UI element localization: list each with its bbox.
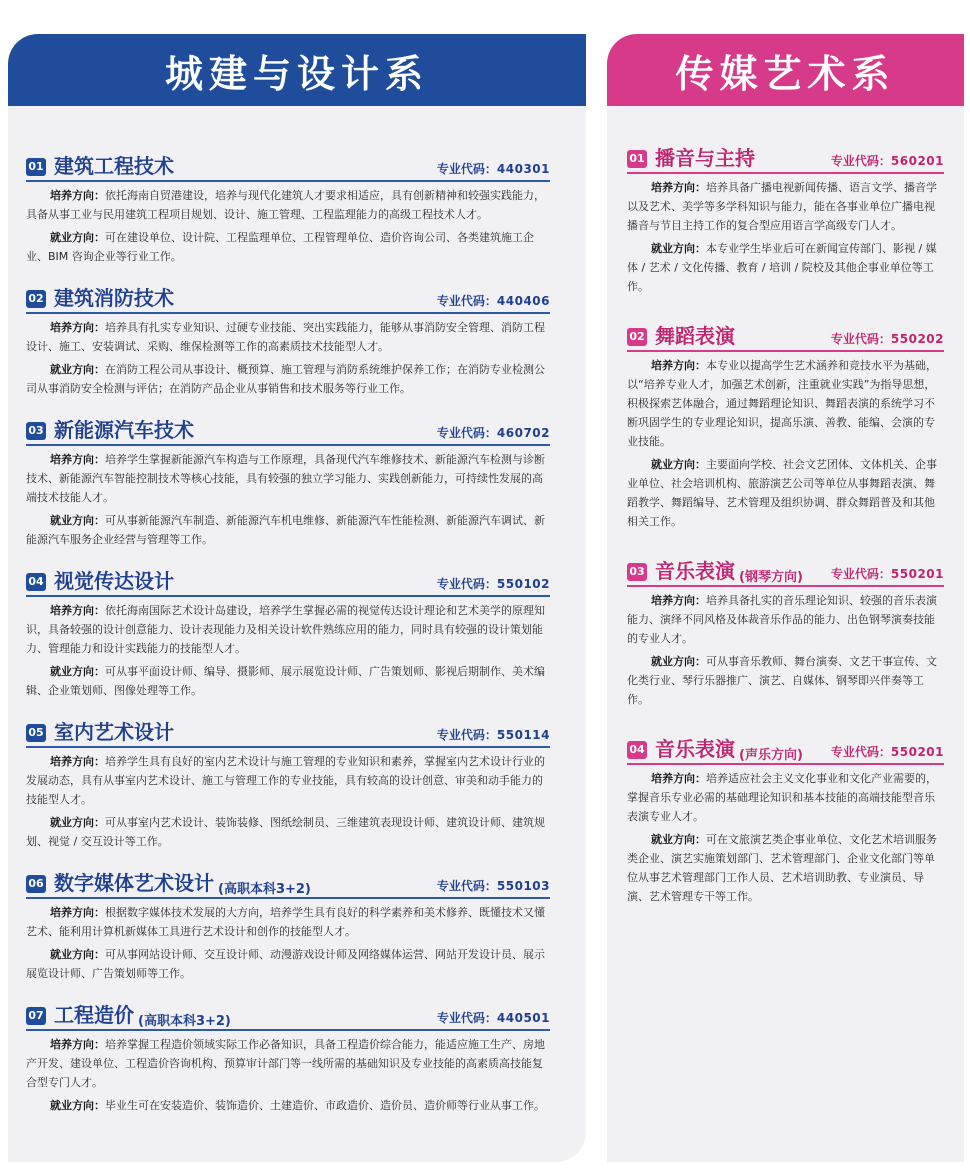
major-item — [26, 565, 586, 700]
major-code-value: 440501 — [496, 1011, 550, 1025]
major-item — [26, 716, 586, 851]
major-code — [437, 424, 550, 441]
major-number-badge: 05 — [26, 724, 46, 742]
major-title-row — [627, 142, 944, 174]
major-name: 舞蹈表演 — [655, 324, 735, 348]
major-name: 视觉传达设计 — [54, 569, 174, 593]
major-code — [437, 877, 550, 894]
major-note: (高职本科3+2) — [138, 1014, 231, 1029]
training-direction — [26, 1035, 550, 1092]
major-title-row — [627, 733, 944, 765]
employment-direction — [26, 360, 550, 398]
major-item — [26, 867, 586, 983]
training-direction-text: 培养具备广播电视新闻传播、语言文学、播音学以及艺术、美学等多学科知识与能力，能在各事业单位广播电视播音与节目主持工作的复合型应用语言学高级专门人才。 — [627, 181, 937, 232]
training-direction-text: 本专业以提高学生艺术涵养和竞技水平为基础，以“培养专业人才，加强艺术创新，注重就业实践”为指导思想，积极探索艺体融合，通过舞蹈理论知识、舞蹈表演的系统学习不断巩固学生的专业理论知识，提高乐演、善教、能编、会演的专业技能。 — [627, 359, 937, 448]
major-number-badge: 03 — [26, 422, 46, 440]
major-code-label: 专业代码： — [436, 162, 497, 176]
right-majors-list — [607, 142, 964, 906]
major-item — [26, 150, 586, 266]
employment-direction-label: 就业方向： — [651, 655, 706, 668]
major-name: 数字媒体艺术设计 — [54, 871, 214, 895]
employment-direction — [627, 455, 944, 531]
major-item — [627, 555, 964, 709]
major-number-badge: 02 — [26, 290, 46, 308]
right-department-title: 传媒艺术系 — [607, 34, 964, 106]
major-item — [26, 414, 586, 549]
major-item — [627, 733, 964, 906]
left-department-title: 城建与设计系 — [8, 34, 586, 106]
major-number-badge: 04 — [26, 573, 46, 591]
major-code-label: 专业代码： — [436, 728, 497, 742]
major-item — [627, 142, 964, 296]
training-direction — [627, 178, 944, 235]
major-name: 室内艺术设计 — [54, 720, 174, 744]
training-direction-text: 培养具有扎实专业知识、过硬专业技能、突出实践能力，能够从事消防安全管理、消防工程设计、施工、安装调试、采购、维保检测等工作的高素质技术技能型人才。 — [26, 321, 545, 353]
training-direction — [627, 356, 944, 451]
major-title-row — [26, 867, 550, 899]
major-code-label: 专业代码： — [436, 1011, 497, 1025]
training-direction-text: 培养具备扎实的音乐理论知识、较强的音乐表演能力、演绎不同风格及体裁音乐作品的能力、出色钢琴演奏技能的专业人才。 — [627, 594, 937, 645]
major-code-label: 专业代码： — [436, 294, 497, 308]
major-code-value: 550201 — [890, 745, 944, 759]
training-direction — [26, 601, 550, 658]
training-direction-label: 培养方向： — [651, 359, 706, 372]
employment-direction — [26, 662, 550, 700]
employment-direction-label: 就业方向： — [50, 231, 105, 244]
employment-direction-text: 可在建设单位、设计院、工程监理单位、工程管理单位、造价咨询公司、各类建筑施工企业、BIM 咨询企业等行业工作。 — [26, 231, 534, 263]
employment-direction-label: 就业方向： — [50, 816, 105, 829]
major-code-value: 550103 — [496, 879, 550, 893]
employment-direction-text: 主要面向学校、社会文艺团体、文体机关、企事业单位、社会培训机构、旅游演艺公司等单位从事舞蹈表演、舞蹈教学、舞蹈编导、艺术管理及组织协调、群众舞蹈普及和其他相关工作。 — [627, 458, 937, 528]
major-code-label: 专业代码： — [436, 577, 497, 591]
training-direction-label: 培养方向： — [50, 189, 105, 202]
training-direction — [627, 769, 944, 826]
major-name: 建筑工程技术 — [54, 154, 174, 178]
major-number-badge: 01 — [26, 158, 46, 176]
major-code-label: 专业代码： — [436, 879, 497, 893]
major-title-row — [627, 555, 944, 587]
training-direction-label: 培养方向： — [50, 755, 105, 768]
major-number-badge: 03 — [627, 563, 647, 581]
major-number-badge: 01 — [627, 150, 647, 168]
training-direction — [26, 450, 550, 507]
left-majors-list — [8, 150, 586, 1115]
major-note: (声乐方向) — [739, 748, 803, 763]
major-item — [26, 282, 586, 398]
training-direction-label: 培养方向： — [651, 594, 706, 607]
major-name: 新能源汽车技术 — [54, 418, 194, 442]
major-code-label: 专业代码： — [830, 567, 891, 581]
major-code-value: 550201 — [890, 567, 944, 581]
employment-direction-text: 可从事音乐教师、舞台演奏、文艺干事宣传、文化类行业、琴行乐器推广、演艺、自媒体、钢琴即兴伴奏等工作。 — [627, 655, 937, 706]
employment-direction-label: 就业方向： — [651, 458, 706, 471]
major-code-label: 专业代码： — [830, 154, 891, 168]
major-item — [26, 999, 586, 1115]
employment-direction — [26, 511, 550, 549]
major-name: 音乐表演 — [655, 737, 735, 761]
training-direction-text: 根据数字媒体技术发展的大方向，培养学生具有良好的科学素养和美术修养、既懂技术又懂艺术、能利用计算机新媒体工具进行艺术设计和创作的技能型人才。 — [26, 906, 545, 938]
major-code — [437, 292, 550, 309]
major-code — [831, 565, 944, 582]
major-number-badge: 04 — [627, 741, 647, 759]
training-direction-text: 依托海南自贸港建设，培养与现代化建筑人才要求相适应，具有创新精神和较强实践能力，具备从事工业与民用建筑工程项目规划、设计、施工管理、工程监理能力的高级工程技术人才。 — [26, 189, 545, 221]
training-direction-label: 培养方向： — [50, 1038, 105, 1051]
employment-direction — [26, 1096, 550, 1115]
training-direction — [627, 591, 944, 648]
major-code-value: 440301 — [496, 162, 550, 176]
training-direction-label: 培养方向： — [651, 772, 706, 785]
major-title-row — [26, 414, 550, 446]
employment-direction-text: 可从事新能源汽车制造、新能源汽车机电维修、新能源汽车性能检测、新能源汽车调试、新能源汽车服务企业经营与管理等工作。 — [26, 514, 545, 546]
major-code — [437, 575, 550, 592]
right-department-panel — [607, 34, 964, 1162]
training-direction-text: 培养学生具有良好的室内艺术设计与施工管理的专业知识和素养，掌握室内艺术设计行业的发展动态，具有从事室内艺术设计、施工与管理工作的专业技能，具有较高的设计创意、审美和动手能力的技能型人才。 — [26, 755, 545, 806]
employment-direction-text: 在消防工程公司从事设计、概预算、施工管理与消防系统维护保养工作；在消防专业检测公司从事消防安全检测与评估；在消防产品企业从事销售和技术服务等行业工作。 — [26, 363, 545, 395]
training-direction-label: 培养方向： — [50, 321, 105, 334]
employment-direction — [627, 830, 944, 906]
training-direction — [26, 318, 550, 356]
major-code — [831, 152, 944, 169]
employment-direction-label: 就业方向： — [50, 948, 105, 961]
major-code-value: 460702 — [496, 426, 550, 440]
major-note: (钢琴方向) — [739, 570, 803, 585]
major-number-badge: 06 — [26, 875, 46, 893]
employment-direction-label: 就业方向： — [651, 833, 706, 846]
training-direction-text: 培养掌握工程造价领域实际工作必备知识，具备工程造价综合能力，能适应施工生产、房地产开发、建设单位、工程造价咨询机构、预算审计部门等一线所需的基础知识及专业技能的高素质高技能复合型专门人才。 — [26, 1038, 545, 1089]
major-title-row — [627, 320, 944, 352]
major-name: 建筑消防技术 — [54, 286, 174, 310]
employment-direction-label: 就业方向： — [651, 242, 706, 255]
major-code-value: 550202 — [890, 332, 944, 346]
training-direction-label: 培养方向： — [50, 604, 105, 617]
major-number-badge: 07 — [26, 1007, 46, 1025]
major-code-label: 专业代码： — [830, 745, 891, 759]
employment-direction-text: 可从事平面设计师、编导、摄影师、展示展览设计师、广告策划师、影视后期制作、美术编辑、企业策划师、图像处理等工作。 — [26, 665, 545, 697]
major-code-label: 专业代码： — [830, 332, 891, 346]
major-code — [831, 330, 944, 347]
major-number-badge: 02 — [627, 328, 647, 346]
left-department-panel — [8, 34, 586, 1162]
major-name: 播音与主持 — [655, 146, 755, 170]
major-note: (高职本科3+2) — [218, 882, 311, 897]
employment-direction — [26, 813, 550, 851]
employment-direction — [627, 652, 944, 709]
employment-direction-label: 就业方向： — [50, 514, 105, 527]
major-code — [437, 160, 550, 177]
major-code-value: 560201 — [890, 154, 944, 168]
training-direction — [26, 752, 550, 809]
employment-direction-label: 就业方向： — [50, 1099, 105, 1112]
major-code-label: 专业代码： — [436, 426, 497, 440]
major-item — [627, 320, 964, 531]
employment-direction-text: 可从事室内艺术设计、装饰装修、图纸绘制员、三维建筑表现设计师、建筑设计师、建筑规划、视觉 / 交互设计等工作。 — [26, 816, 545, 848]
major-code-value: 550114 — [496, 728, 550, 742]
major-name: 音乐表演 — [655, 559, 735, 583]
employment-direction-label: 就业方向： — [50, 363, 105, 376]
employment-direction-text: 可在文旅演艺类企事业单位、文化艺术培训服务类企业、演艺实施策划部门、艺术管理部门、企业文化部门等单位从事艺术管理部门工作人员、艺术培训助教、专业演员、导演、艺术管理专干等工作。 — [627, 833, 937, 903]
training-direction — [26, 186, 550, 224]
employment-direction-text: 毕业生可在安装造价、装饰造价、土建造价、市政造价、造价员、造价师等行业从事工作。 — [105, 1099, 545, 1112]
employment-direction — [627, 239, 944, 296]
major-code — [437, 726, 550, 743]
major-code — [437, 1009, 550, 1026]
employment-direction-text: 可从事网站设计师、交互设计师、动漫游戏设计师及网络媒体运营、网站开发设计员、展示展览设计师、广告策划师等工作。 — [26, 948, 545, 980]
training-direction-text: 培养适应社会主义文化事业和文化产业需要的，掌握音乐专业必需的基础理论知识和基本技能的高端技能型音乐表演专业人才。 — [627, 772, 937, 823]
major-title-row — [26, 716, 550, 748]
major-title-row — [26, 282, 550, 314]
major-name: 工程造价 — [54, 1003, 134, 1027]
employment-direction-text: 本专业学生毕业后可在新闻宣传部门、影视 / 媒体 / 艺术 / 文化传播、教育 / 培训 / 院校及其他企事业单位等工作。 — [627, 242, 937, 293]
training-direction-label: 培养方向： — [651, 181, 706, 194]
employment-direction — [26, 945, 550, 983]
employment-direction — [26, 228, 550, 266]
major-title-row — [26, 999, 550, 1031]
employment-direction-label: 就业方向： — [50, 665, 105, 678]
training-direction-label: 培养方向： — [50, 453, 105, 466]
training-direction — [26, 903, 550, 941]
major-title-row — [26, 565, 550, 597]
major-code-value: 550102 — [496, 577, 550, 591]
major-code-value: 440406 — [496, 294, 550, 308]
major-code — [831, 743, 944, 760]
major-title-row — [26, 150, 550, 182]
training-direction-label: 培养方向： — [50, 906, 105, 919]
training-direction-text: 培养学生掌握新能源汽车构造与工作原理，具备现代汽车维修技术、新能源汽车检测与诊断技术、新能源汽车智能控制技术等核心技能，具有较强的独立学习能力、实践创新能力，可持续性发展的高端技术技能人才。 — [26, 453, 545, 504]
training-direction-text: 依托海南国际艺术设计岛建设，培养学生掌握必需的视觉传达设计理论和艺术美学的原理知识，具备较强的设计创意能力、设计表现能力及相关设计软件熟练应用的能力，同时具有较强的设计策划能力、管理能力和设计实践能力的技能型人才。 — [26, 604, 545, 655]
